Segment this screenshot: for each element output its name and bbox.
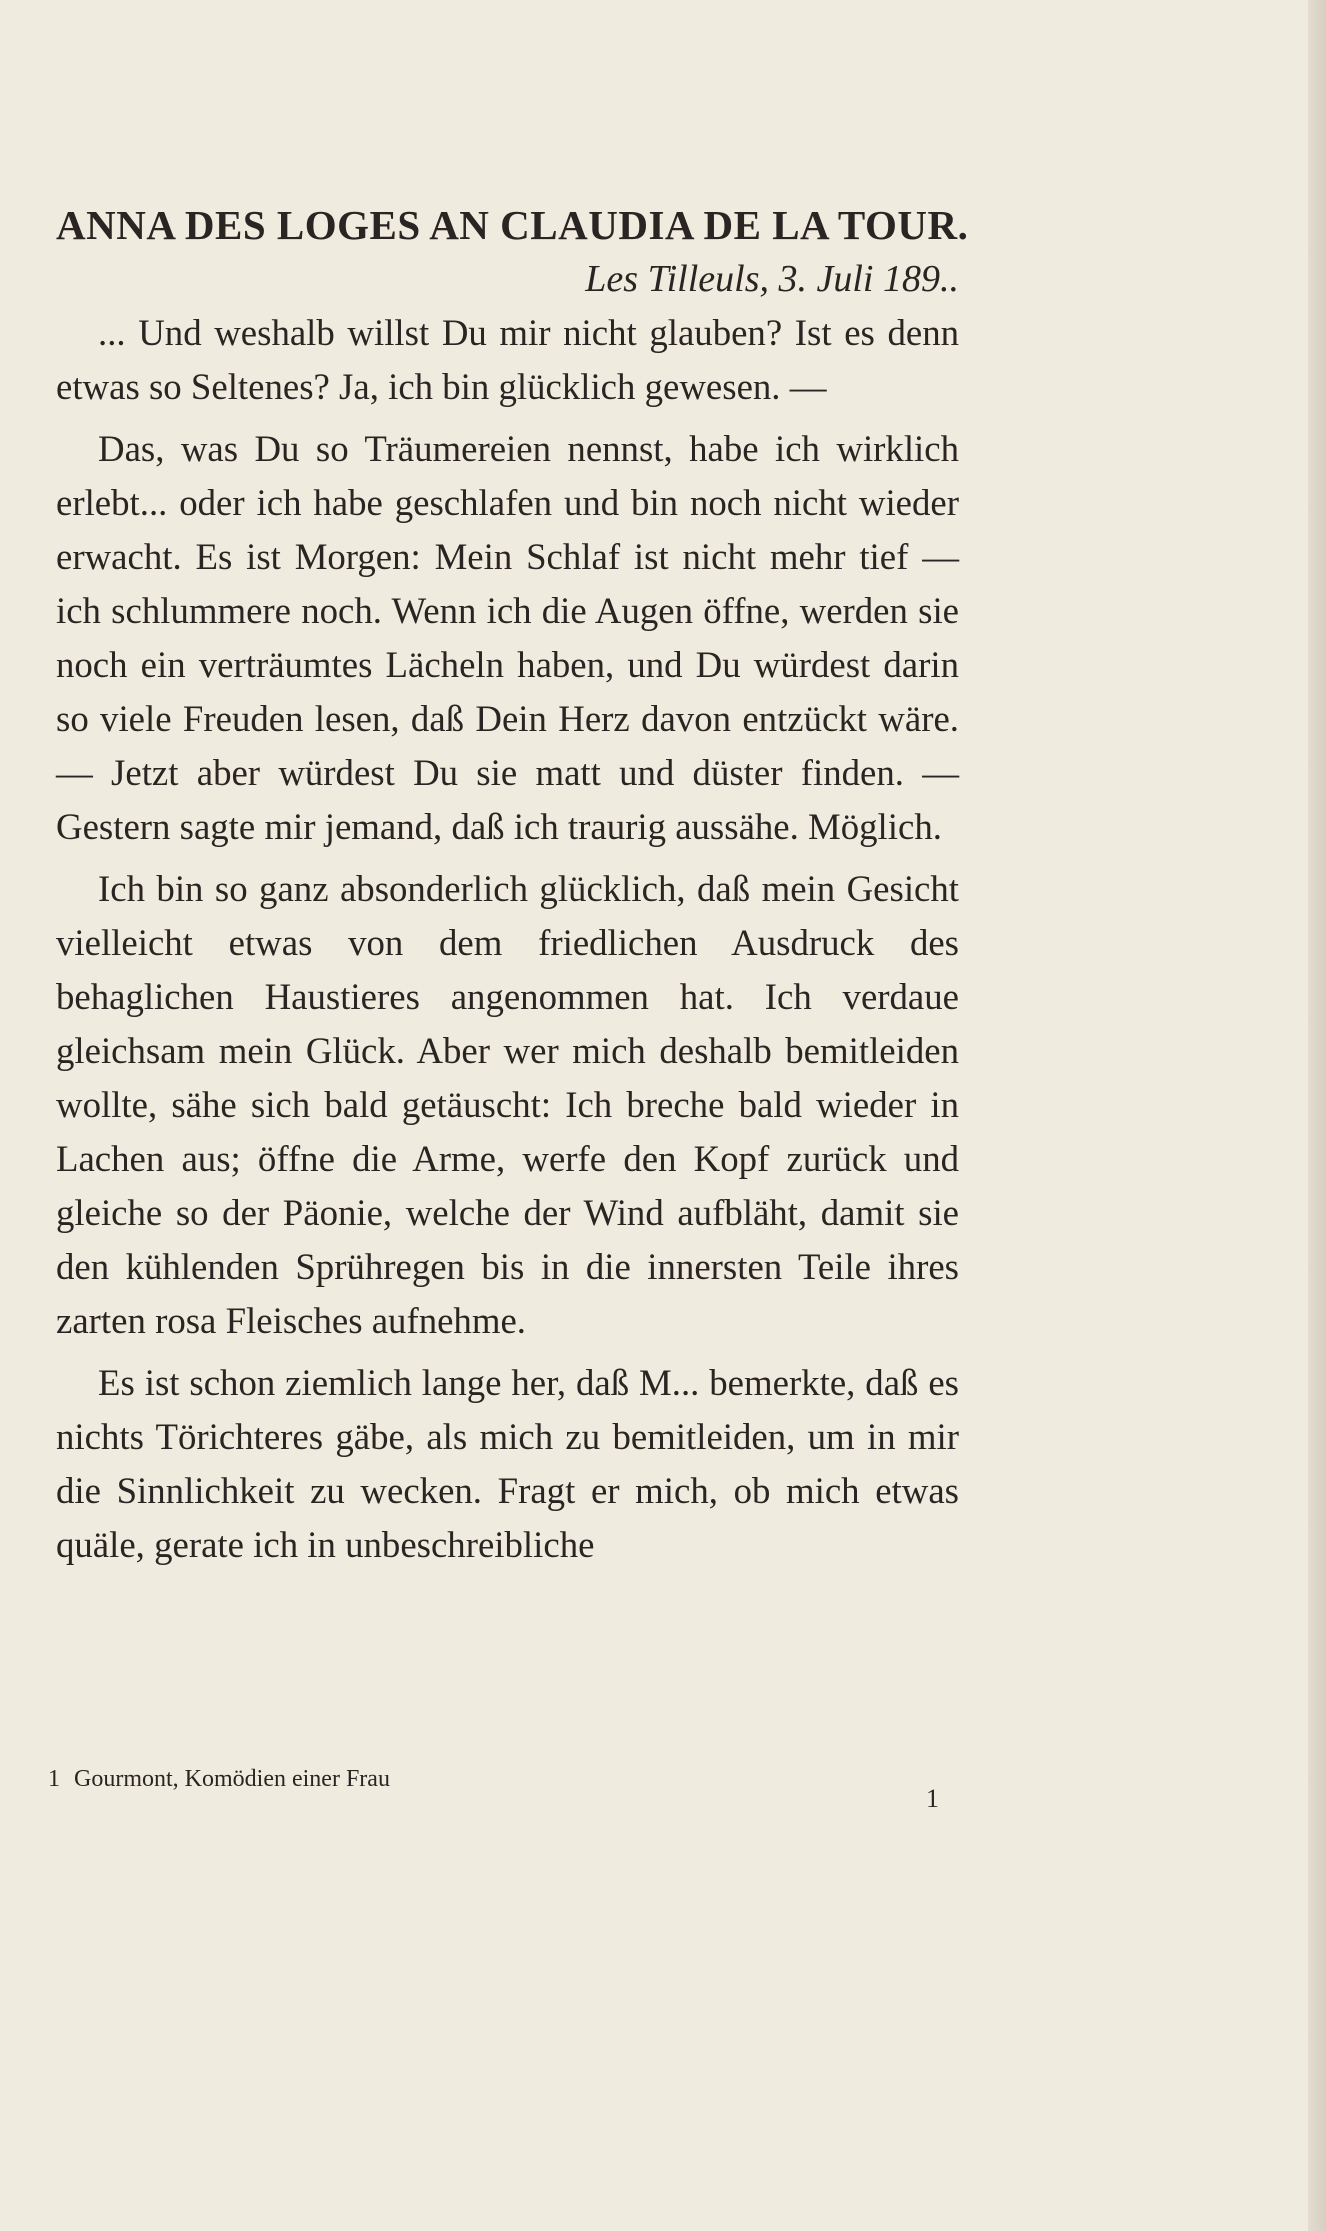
text-block	[56, 198, 969, 1580]
dateline: Les Tilleuls, 3. Juli 189..	[585, 258, 959, 300]
paragraph-1: ... Und weshalb willst Du mir nicht glauben? Ist es denn etwas so Seltenes? Ja, ich bin glücklich gewesen. —	[56, 312, 959, 407]
page-edge	[1308, 0, 1326, 2231]
paragraph-3: Ich bin so ganz absonderlich glücklich, daß mein Gesicht vielleicht etwas von dem friedlichen Ausdruck des behaglichen Haustieres angenommen hat. Ich verdaue gleichsam mein Glück. Aber wer mich deshalb bemitleiden wollte, sähe sich bald getäuscht: Ich breche bald wieder in Lachen aus; öffne die Arme, werfe den Kopf zurück und gleiche so der Päonie, welche der Wind aufbläht, damit sie den kühlenden Sprühregen bis in die innersten Teile ihres zarten rosa Fleisches aufnehme.	[56, 868, 959, 1341]
signature-text: Gourmont, Komödien einer Frau	[74, 1766, 390, 1792]
signature-number: 1	[48, 1766, 60, 1792]
paragraph-2: Das, was Du so Träumereien nennst, habe ich wirklich erlebt... oder ich habe geschlafen und bin noch nicht wieder erwacht. Es ist Morgen: Mein Schlaf ist nicht mehr tief — ich schlummere noch. Wenn ich die Augen öffne, werden sie noch ein verträumtes Lächeln haben, und Du würdest darin so viele Freuden lesen, daß Dein Herz davon entzückt wäre. — Jetzt aber würdest Du sie matt und düster finden. — Gestern sagte mir jemand, daß ich traurig aussähe. Möglich.	[56, 428, 959, 847]
page-footer	[48, 1766, 948, 1813]
letter-heading: ANNA DES LOGES AN CLAUDIA DE LA TOUR.	[56, 202, 969, 248]
paragraph-4: Es ist schon ziemlich lange her, daß M... bemerkte, daß es nichts Törichteres gäbe, als mich zu bemitleiden, um in mir die Sinnlichkeit zu wecken. Fragt er mich, ob mich etwas quäle, gerate ich in unbeschreibliche	[56, 1362, 959, 1565]
printer-signature	[48, 1766, 390, 1793]
page-number: 1	[926, 1784, 939, 1813]
